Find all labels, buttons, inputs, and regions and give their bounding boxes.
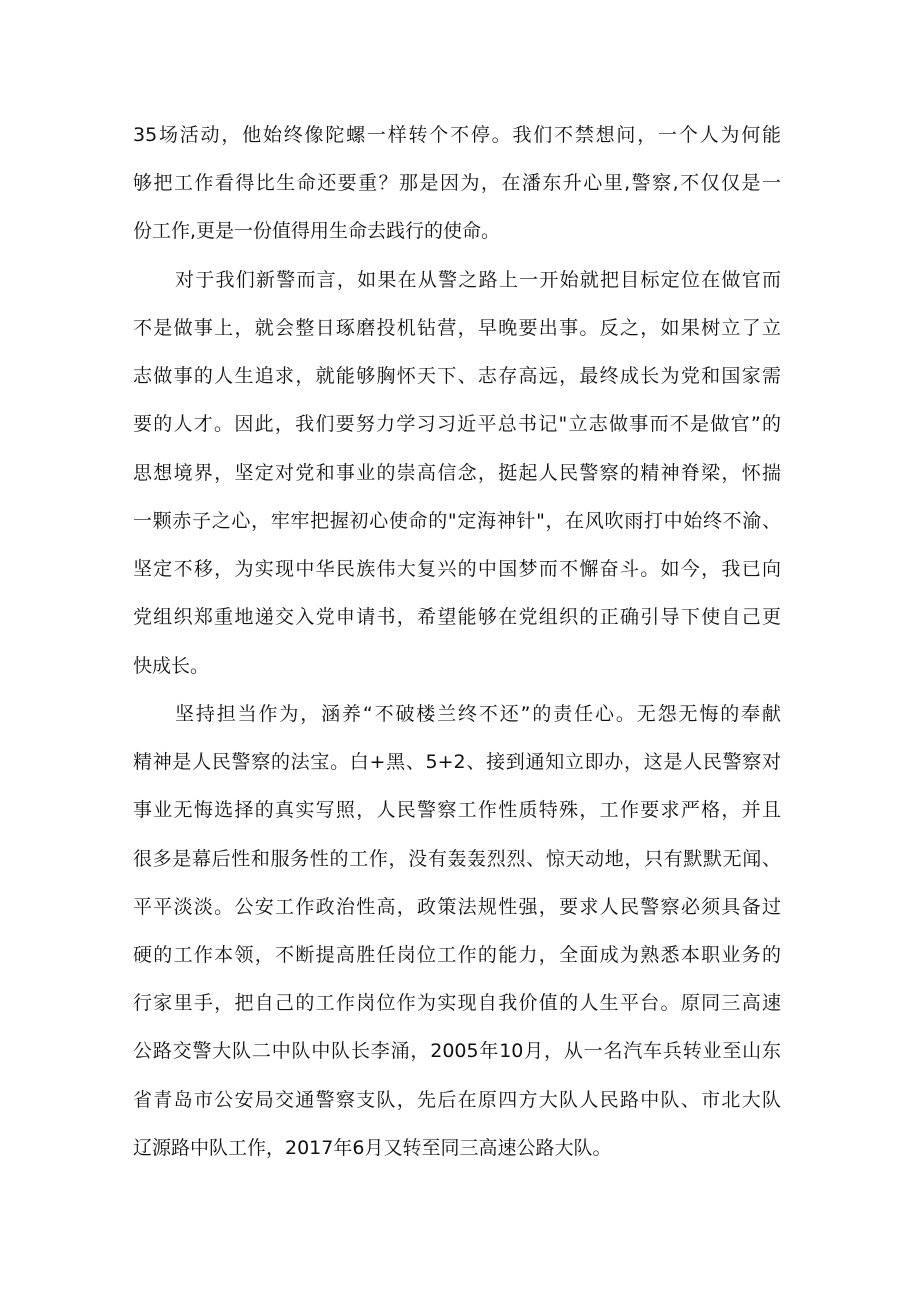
text-line: 不是做事上，就会整日琢磨投机钻营，早晚要出事。反之，如果树立了立 [133,316,781,339]
paragraph-1 [133,111,781,256]
text-line: 坚定不移，为实现中华民族伟大复兴的中国梦而不懈奋斗。如今，我已向 [133,558,781,581]
text-line: 精神是人民警察的法宝。白+黑、5+2、接到通知立即办，这是人民警察对 [133,751,781,774]
text-line: 35场活动，他始终像陀螺一样转个不停。我们不禁想问，一个人为何能 [133,124,781,146]
text-line: 辽源路中队工作，2017年6月又转至同三高速公路大队。 [133,1136,612,1159]
text-line: 坚持担当作为，涵养“不破楼兰终不还”的责任心。无怨无悔的奉献 [175,702,781,725]
text-line: 事业无悔选择的真实写照，人民警察工作性质特殊，工作要求严格，并且 [133,799,781,822]
paragraph-3 [133,690,781,1172]
text-line: 对于我们新警而言，如果在从警之路上一开始就把目标定位在做官而 [175,268,781,291]
text-line: 份工作,更是一份值得用生命去践行的使命。 [133,220,501,243]
paragraph-2 [133,256,781,690]
document-body [133,111,781,1172]
text-line: 一颗赤子之心，牢牢把握初心使命的"定海神针"，在风吹雨打中始终不渝、 [133,509,781,532]
text-line: 很多是幕后性和服务性的工作，没有轰轰烈烈、惊天动地，只有默默无闻、 [133,847,781,870]
text-line: 公路交警大队二中队中队长李涌，2005年10月，从一名汽车兵转业至山东 [133,1040,781,1063]
text-line: 思想境界，坚定对党和事业的崇高信念，挺起人民警察的精神脊梁，怀揣 [133,461,781,484]
text-line: 行家里手，把自己的工作岗位作为实现自我价值的人生平台。原同三高速 [133,992,781,1015]
text-line: 志做事的人生追求，就能够胸怀天下、志存高远，最终成长为党和国家需 [133,365,781,388]
text-line: 快成长。 [133,654,210,677]
text-line: 够把工作看得比生命还要重？那是因为，在潘东升心里,警察,不仅仅是一 [133,172,781,195]
text-line: 党组织郑重地递交入党申请书，希望能够在党组织的正确引导下使自己更 [133,606,781,629]
text-line: 省青岛市公安局交通警察支队，先后在原四方大队人民路中队、市北大队 [133,1088,781,1111]
text-line: 平平淡淡。公安工作政治性高，政策法规性强，要求人民警察必须具备过 [133,895,781,918]
text-line: 硬的工作本领，不断提高胜任岗位工作的能力，全面成为熟悉本职业务的 [133,943,781,966]
text-line: 要的人才。因此，我们要努力学习习近平总书记"立志做事而不是做官”的 [133,413,781,436]
